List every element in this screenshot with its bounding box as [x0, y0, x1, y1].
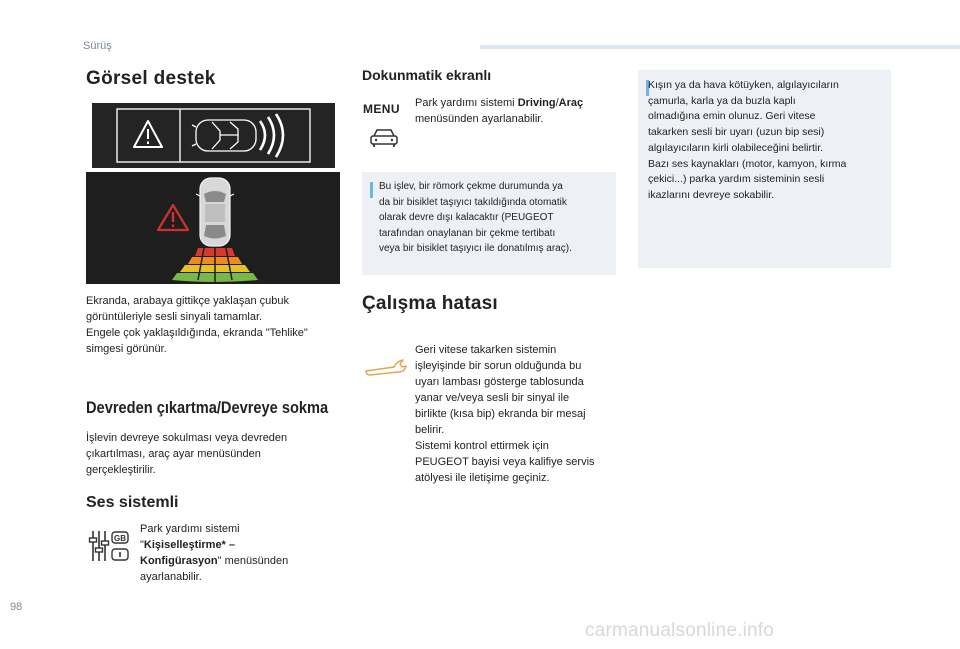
screen-illustration-top [92, 103, 335, 168]
car-outline-icon [192, 120, 256, 151]
towing-note-text: Bu işlev, bir römork çekme durumunda ya da bir bisiklet taşıyıcı takıldığında otomatik olarak devre dışı kalacaktır (PEUGEOT tarafından onaylanan bir çekme tertibatı veya bir bisiklet taşıyıcı ile donatılmış araç). [379, 181, 572, 254]
section-title-deactivation: Devreden çıkartma/Devreye sokma [86, 398, 329, 417]
section-title-touchscreen: Dokunmatik ekranlı [362, 67, 492, 83]
screen-illustration-bottom [86, 172, 340, 284]
malfunction-description: Geri vitese takarken sistemin işleyişinde bir sorun olduğunda bu uyarı lambası gösterge tablosunda yanar ve/veya sesli bir sinyal ile birlikte (kısa bip) ekranda bir mesaj belirir. Sistemi kontrol ettirmek için PEUGEOT bayisi veya kalifiye servis atölyesi ile iletişime geçiniz. [415, 344, 595, 484]
menu-button-icon: MENU [363, 102, 400, 116]
towing-note-box [362, 172, 616, 275]
car-top-view-icon [196, 178, 234, 246]
touch-menu-driving: Driving [517, 97, 556, 109]
car-menu-icon [368, 127, 400, 149]
sensor-screen-graphic [92, 103, 335, 168]
audio-icon-label: GB [114, 534, 126, 543]
audio-settings-icon [88, 528, 130, 564]
audio-description [140, 521, 340, 585]
audio-text-2: " menüsünden ayarlanabilir. [140, 555, 289, 583]
watermark: carmanualsonline.info [585, 620, 775, 641]
winter-note-text: Kışın ya da hava kötüyken, algılayıcıların çamurla, karla ya da buzla kaplı olmadığına emin olunuz. Geri vitese takarken sesli bir uyarı (uzun bip sesi) algılayıcıların kirli olabileceğini belirtir. Bazı ses kaynakları (motor, kamyon, kırma çekici...) parka yardım sisteminin sesli ikazlarını devreye sokabilir. [648, 79, 847, 201]
winter-note-box [638, 70, 891, 268]
note-accent-bar [370, 182, 373, 198]
warning-triangle-icon [134, 121, 162, 147]
wrench-icon [364, 357, 410, 377]
section-title-audio-system: Ses sistemli [86, 494, 179, 511]
touch-text-1: Park yardımı sistemi [415, 97, 518, 109]
visual-aid-description: Ekranda, arabaya gittikçe yaklaşan çubuk görüntüleriyle sesli sinyali tamamlar. Engele çok yaklaşıldığında, ekranda "Tehlike" simgesi görünür. [86, 295, 308, 355]
touchscreen-description [415, 95, 625, 127]
touch-menu-vehicle: Araç [558, 97, 584, 109]
parking-zones-graphic [86, 172, 340, 284]
section-title-malfunction: Çalışma hatası [362, 293, 498, 314]
running-header: Sürüş [83, 40, 112, 52]
touch-slash: / [555, 97, 559, 109]
section-title-visual-aid: Görsel destek [86, 68, 216, 89]
header-rule [480, 45, 960, 49]
audio-text-1: Park yardımı sistemi " [140, 523, 240, 551]
front-sensor-arcs-icon [260, 114, 283, 157]
audio-menu-path: Kişiselleştirme* – Konfigürasyon [140, 539, 236, 567]
deactivation-description: İşlevin devreye sokulması veya devreden çıkartılması, araç ayar menüsünden gerçekleştirilir. [86, 432, 288, 476]
red-warning-triangle-icon [158, 205, 188, 230]
page-number: 98 [10, 601, 23, 613]
touch-text-2: menüsünden ayarlanabilir. [415, 113, 544, 125]
